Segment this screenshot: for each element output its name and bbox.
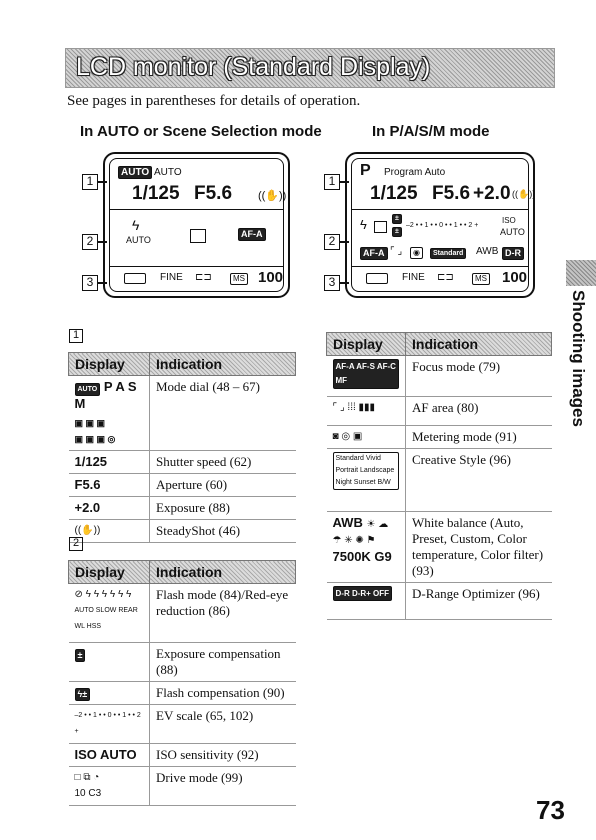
table2-header-indication: Indication (150, 561, 296, 584)
table3 (326, 332, 552, 620)
table-row (327, 583, 552, 620)
table1 (68, 352, 296, 543)
steadyshot-icon: ((✋)) (74, 525, 101, 536)
table-row (69, 767, 296, 806)
auto-quality: FINE (160, 272, 183, 283)
table-cell-display (327, 583, 406, 620)
table-cell-display (69, 643, 150, 682)
table-cell-display: 1/125 (69, 451, 150, 474)
memory-card-icon: MS (472, 273, 490, 285)
table-cell-display (327, 512, 406, 583)
pasm-iso-label: ISO (502, 216, 516, 225)
section-tab-marker (566, 260, 596, 286)
lcd-pasm-frame (345, 152, 535, 298)
pasm-quality: FINE (402, 272, 425, 283)
table-cell-indication: Exposure (88) (150, 497, 296, 520)
table-row (69, 520, 296, 543)
table-cell-display (69, 767, 150, 806)
table1-section-number: 1 (69, 329, 83, 343)
table-cell-indication: Creative Style (96) (406, 449, 552, 512)
lcd-auto-frame (103, 152, 290, 298)
pasm-shot-count: 100 (502, 269, 528, 286)
callout-leader (340, 282, 349, 284)
table-row (69, 643, 296, 682)
table2-header-display: Display (69, 561, 150, 584)
pasm-ev-scale: –2 • • 1 • • 0 • • 1 • • 2 + (406, 222, 479, 229)
page-number: 73 (536, 795, 565, 825)
auto-mode-badge: AUTO (118, 166, 152, 179)
table-cell-indication: AF area (80) (406, 397, 552, 426)
table-cell-indication: Aperture (60) (150, 474, 296, 497)
callout-leader (340, 241, 349, 243)
wb-preset-icons: ☀ ☁ (366, 519, 389, 530)
callout-leader (98, 282, 107, 284)
focus-mode-badges: AF-A AF-S AF-C MF (333, 359, 400, 389)
auto-shot-count: 100 (258, 269, 284, 286)
scene-mode-icons: ▣ ▣ ▣ ▣ ▣ ▣ ◎ (74, 418, 116, 444)
table-cell-indication: Focus mode (79) (406, 356, 552, 397)
table2-header-row (69, 561, 296, 584)
table-row (69, 744, 296, 767)
table-cell-display (327, 426, 406, 449)
lcd-auto-divider-1 (110, 209, 284, 210)
title-banner (65, 48, 555, 88)
drive-mode-labels: 10 C3 (74, 788, 102, 799)
flash-comp-icon: ± (392, 227, 402, 237)
table-row (327, 356, 552, 397)
table-row (69, 584, 296, 643)
table-cell-display (327, 397, 406, 426)
wb-temperature: 7500K G9 (332, 549, 392, 564)
table2 (68, 560, 296, 806)
callout-2-pasm: 2 (324, 234, 340, 250)
pasm-dro-badge: D-R (502, 247, 524, 260)
table-cell-indication: Flash mode (84)/Red-eye reduction (86) (150, 584, 296, 643)
table-cell-indication: Flash compensation (90) (150, 682, 296, 705)
table-cell-display: F5.6 (69, 474, 150, 497)
auto-mode-heading: In AUTO or Scene Selection mode (80, 123, 322, 140)
table-row (69, 451, 296, 474)
pasm-exposure: +2.0 (473, 183, 511, 204)
intro-text: See pages in parentheses for details of operation. (67, 93, 361, 109)
dro-badges: D-R D-R+ OFF (333, 586, 393, 601)
callout-3-pasm: 3 (324, 275, 340, 291)
table-cell-indication: Metering mode (91) (406, 426, 552, 449)
metering-icon: ◉ (410, 247, 423, 259)
flash-comp-icon: ϟ± (75, 688, 91, 701)
table-cell-display (327, 449, 406, 512)
callout-leader (98, 181, 107, 183)
pasm-mode-label: Program Auto (384, 167, 446, 178)
table-cell-indication: Exposure compensation (88) (150, 643, 296, 682)
lcd-pasm-divider-2 (352, 266, 529, 267)
pasm-iso-value: AUTO (500, 227, 525, 237)
callout-leader (98, 241, 107, 243)
table-row (69, 682, 296, 705)
table-row (69, 705, 296, 744)
flash-mode-labels: AUTO SLOW REAR WL HSS (74, 607, 138, 630)
steadyshot-icon: ((✋)) (258, 190, 287, 202)
exposure-comp-icon: ± (75, 649, 86, 662)
table-row (69, 474, 296, 497)
lcd-auto-inner (109, 158, 287, 292)
image-size-icon: ⊏⊐ (437, 272, 454, 283)
auto-focus-badge: AF-A (238, 228, 266, 241)
table-cell-display: –2 • • 1 • • 0 • • 1 • • 2 + (69, 705, 150, 744)
callout-leader (340, 181, 349, 183)
image-size-icon: ⊏⊐ (195, 272, 212, 283)
table3-header-display: Display (327, 333, 406, 356)
table-cell-indication: EV scale (65, 102) (150, 705, 296, 744)
pasm-focus-badge: AF-A (360, 247, 388, 260)
table-cell-indication: SteadyShot (46) (150, 520, 296, 543)
auto-mode-icon: AUTO (75, 383, 101, 396)
table-cell-indication: ISO sensitivity (92) (150, 744, 296, 767)
auto-flash-label: AUTO (126, 235, 151, 245)
table-row (69, 376, 296, 451)
auto-aperture: F5.6 (194, 183, 233, 204)
table-cell-indication: Drive mode (99) (150, 767, 296, 806)
drive-mode-icons: □ ⧉ ◔ (74, 772, 100, 783)
af-area-icons: ⌜ ⌟ ⁞⁞⁞ ▮▮▮ (332, 402, 376, 413)
pasm-aperture: F5.6 (432, 183, 471, 204)
table-cell-indication: White balance (Auto, Preset, Custom, Color temperature, Color filter) (93) (406, 512, 552, 583)
battery-icon (124, 273, 146, 284)
table3-header-indication: Indication (406, 333, 552, 356)
callout-2-auto: 2 (82, 234, 98, 250)
table-cell-indication: Mode dial (48 – 67) (150, 376, 296, 451)
table-cell-display (69, 376, 150, 451)
callout-1-auto: 1 (82, 174, 98, 190)
drive-mode-single-icon (374, 221, 387, 233)
auto-shutter-speed: 1/125 (132, 183, 180, 204)
mode-letters: P A S M (74, 379, 137, 411)
page-title: LCD monitor (Standard Display) (76, 53, 431, 81)
metering-icons: ◙ ◎ ▣ (332, 431, 363, 442)
table3-header-row (327, 333, 552, 356)
flash-icon: ϟ (132, 217, 140, 233)
exposure-comp-icon: ± (392, 214, 402, 224)
table-cell-display: ISO AUTO (69, 744, 150, 767)
wb-label: AWB (332, 515, 363, 530)
table-cell-display (69, 584, 150, 643)
auto-mode-label: AUTO (154, 167, 182, 178)
pasm-mode-letter: P (360, 162, 371, 179)
lcd-pasm-inner (351, 158, 536, 292)
table-row (327, 426, 552, 449)
creative-style-badges: Standard Vivid Portrait Landscape Night Sunset B/W (333, 452, 400, 490)
table-row (327, 397, 552, 426)
memory-card-icon: MS (230, 273, 248, 285)
wb-more-icons: ☂ ✳ ✺ ⚑ (332, 535, 376, 546)
pasm-wb: AWB (476, 246, 499, 257)
section-sidebar-label: Shooting images (569, 290, 588, 427)
pasm-shutter-speed: 1/125 (370, 183, 418, 204)
drive-mode-single-icon (190, 229, 206, 243)
table1-header-display: Display (69, 353, 150, 376)
pasm-style-badge: Standard (430, 248, 466, 259)
table1-header-indication: Indication (150, 353, 296, 376)
flash-icon: ϟ (360, 217, 367, 232)
table-cell-display (327, 356, 406, 397)
steadyshot-icon: ((✋)) (512, 189, 536, 199)
table2-section-number: 2 (69, 537, 83, 551)
flash-mode-icons: ⊘ ϟ ϟ ϟ ϟ ϟ ϟ (74, 589, 132, 600)
table1-header-row (69, 353, 296, 376)
battery-icon (366, 273, 388, 284)
table-row (327, 449, 552, 512)
callout-3-auto: 3 (82, 275, 98, 291)
lcd-pasm-divider-1 (352, 209, 529, 210)
af-area-icon: ⌜ ⌟ (390, 246, 403, 257)
table-row (69, 497, 296, 520)
table-cell-display (69, 682, 150, 705)
pasm-mode-heading: In P/A/S/M mode (372, 123, 490, 140)
table-cell-indication: D-Range Optimizer (96) (406, 583, 552, 620)
callout-1-pasm: 1 (324, 174, 340, 190)
table-row (327, 512, 552, 583)
table-cell-indication: Shutter speed (62) (150, 451, 296, 474)
table-cell-display: +2.0 (69, 497, 150, 520)
lcd-auto-divider-2 (110, 266, 284, 267)
